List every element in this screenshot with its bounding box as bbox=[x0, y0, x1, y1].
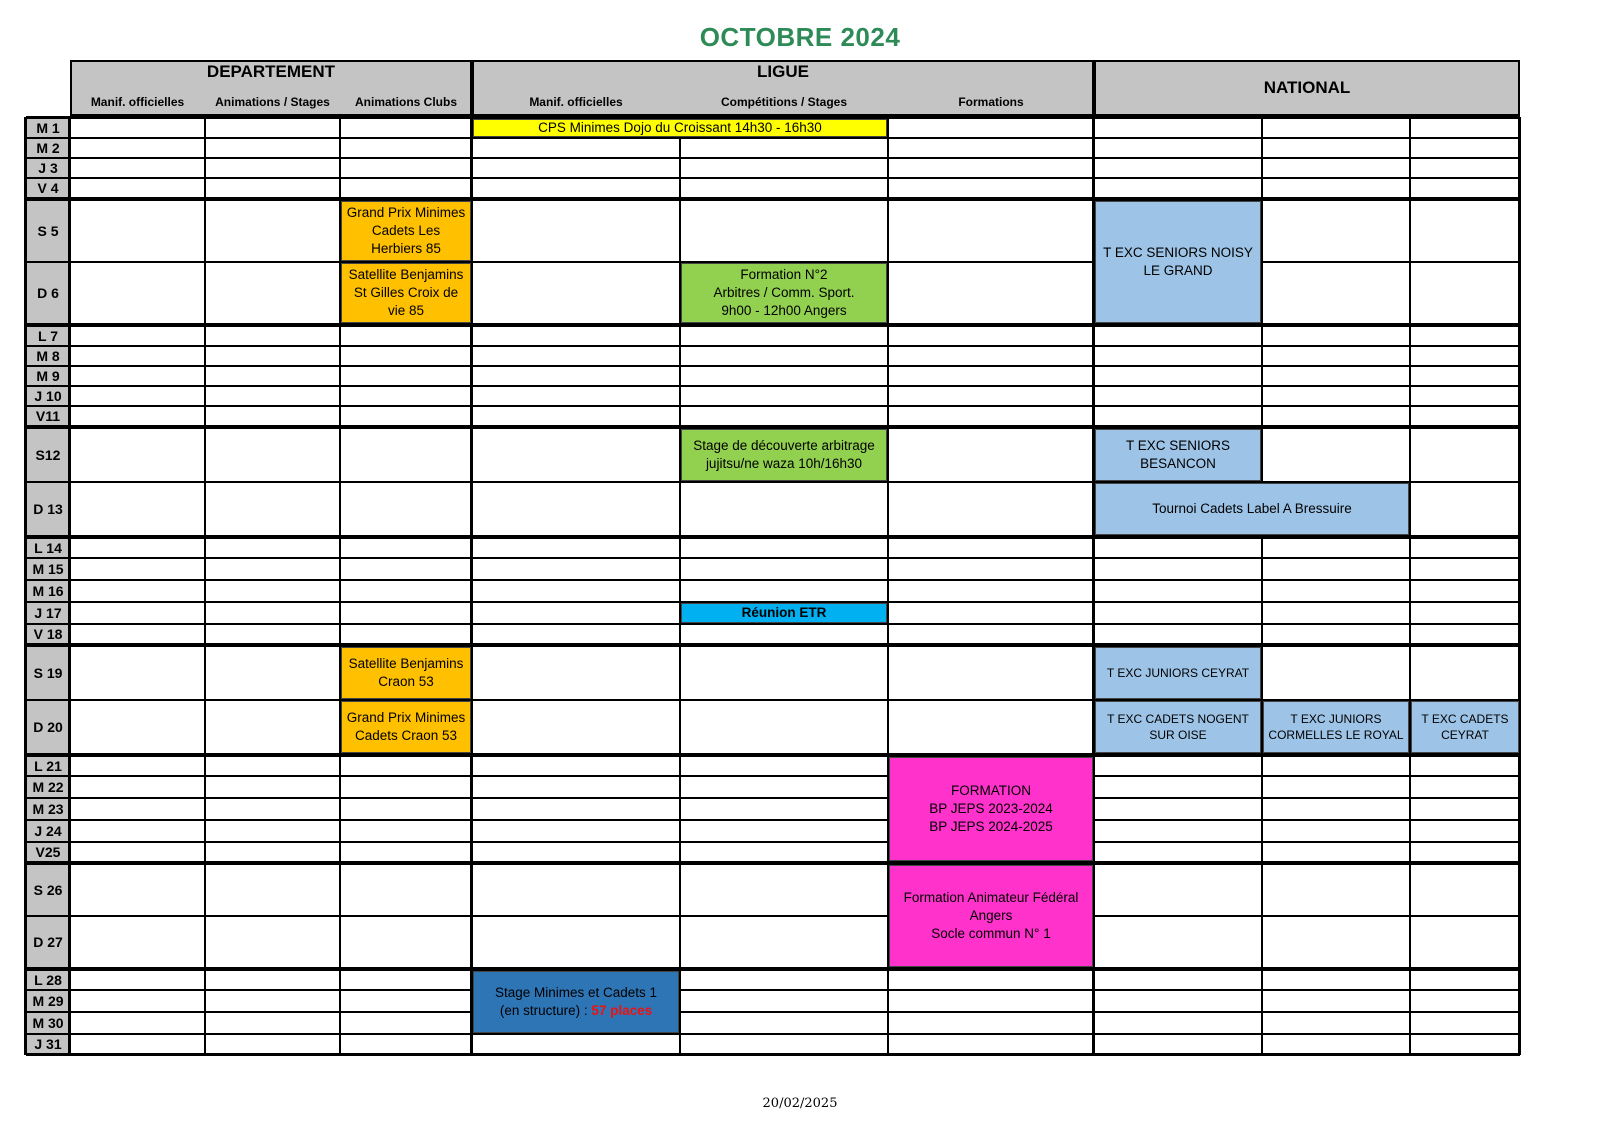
grid-col-line bbox=[204, 969, 206, 1055]
grid-row-line bbox=[26, 1011, 1520, 1013]
grid-col-line bbox=[339, 969, 341, 1055]
grid-col-line bbox=[204, 645, 206, 755]
day-label: M 22 bbox=[26, 776, 70, 798]
grid-row-line bbox=[26, 797, 1520, 799]
ligue-col-header: Formations bbox=[958, 95, 1024, 109]
day-label: S 5 bbox=[26, 200, 70, 262]
day-label: M 23 bbox=[26, 798, 70, 820]
grid-col-line bbox=[470, 537, 473, 645]
grid-col-line bbox=[24, 199, 27, 325]
grid-row-line bbox=[26, 365, 1520, 367]
grid-row-line bbox=[26, 623, 1520, 625]
grid-row-line bbox=[26, 199, 1520, 201]
event-formation-bpjeps: FORMATION BP JEPS 2023-2024 BP JEPS 2024-2025 bbox=[889, 757, 1093, 861]
grid-col-line bbox=[24, 537, 27, 645]
grid-row-line bbox=[26, 557, 1520, 559]
day-label: V 4 bbox=[26, 178, 70, 198]
grid-col-line bbox=[339, 537, 341, 645]
grid-col-line bbox=[1518, 325, 1521, 427]
grid-col-line bbox=[887, 537, 889, 645]
grid-col-line bbox=[1409, 969, 1411, 1055]
grid-col-line bbox=[1409, 537, 1411, 645]
grid-col-line bbox=[470, 325, 473, 427]
grid-row-line bbox=[26, 345, 1520, 347]
event-stage-minimes-cadets: Stage Minimes et Cadets 1 (en structure) : 57 places bbox=[473, 971, 679, 1033]
day-label: V25 bbox=[26, 842, 70, 862]
day-label: J 17 bbox=[26, 602, 70, 624]
footer-date: 20/02/2025 bbox=[762, 1096, 838, 1111]
grid-col-line bbox=[1261, 325, 1263, 427]
grid-row-line bbox=[26, 177, 1520, 179]
grid-col-line bbox=[1409, 199, 1411, 325]
grid-col-line bbox=[24, 117, 27, 199]
grid-col-line bbox=[1261, 537, 1263, 645]
grid-col-line bbox=[470, 427, 473, 537]
grid-col-line bbox=[204, 537, 206, 645]
departement-title: DEPARTEMENT bbox=[206, 62, 336, 81]
grid-col-line bbox=[887, 969, 889, 1055]
event-texc-noisy: T EXC SENIORS NOISY LE GRAND bbox=[1095, 201, 1261, 323]
grid-col-line bbox=[679, 537, 681, 645]
day-label: V 18 bbox=[26, 624, 70, 644]
event-reunion-etr: Réunion ETR bbox=[681, 603, 887, 623]
grid-col-line bbox=[1409, 863, 1411, 969]
grid-col-line bbox=[339, 755, 341, 863]
grid-col-line bbox=[204, 755, 206, 863]
day-label: L 14 bbox=[26, 538, 70, 558]
grid-col-line bbox=[68, 427, 71, 537]
grid-row-line bbox=[26, 157, 1520, 159]
grid-col-line bbox=[1261, 863, 1263, 969]
grid-row-line bbox=[26, 819, 1520, 821]
grid-col-line bbox=[1261, 755, 1263, 863]
day-label: D 6 bbox=[26, 262, 70, 324]
grid-row-line bbox=[26, 989, 1520, 991]
ligue-col-header: Manif. officielles bbox=[529, 95, 623, 109]
grid-col-line bbox=[339, 325, 341, 427]
grid-col-line bbox=[24, 863, 27, 969]
grid-col-line bbox=[1518, 117, 1521, 199]
day-label: D 13 bbox=[26, 482, 70, 536]
event-satellite-craon: Satellite Benjamins Craon 53 bbox=[341, 647, 471, 699]
day-label: S 19 bbox=[26, 646, 70, 700]
departement-col-header: Manif. officielles bbox=[90, 95, 185, 109]
day-label: J 3 bbox=[26, 158, 70, 178]
grid-row-line bbox=[26, 915, 1520, 917]
grid-row-line bbox=[26, 385, 1520, 387]
grid-col-line bbox=[68, 969, 71, 1055]
grid-col-line bbox=[470, 755, 473, 863]
ligue-title: LIGUE bbox=[757, 62, 809, 81]
grid-col-line bbox=[679, 863, 681, 969]
event-satellite-st-gilles: Satellite Benjamins St Gilles Croix de vie 85 bbox=[341, 263, 471, 323]
grid-col-line bbox=[679, 755, 681, 863]
day-label: M 15 bbox=[26, 558, 70, 580]
grid-col-line bbox=[68, 537, 71, 645]
event-cps-minimes: CPS Minimes Dojo du Croissant 14h30 - 16h30 bbox=[473, 119, 887, 137]
day-label: D 27 bbox=[26, 916, 70, 968]
departement-col-header: Animations Clubs bbox=[354, 95, 457, 109]
grid-col-line bbox=[339, 863, 341, 969]
grid-col-line bbox=[1518, 537, 1521, 645]
event-texc-besancon: T EXC SENIORS BESANCON bbox=[1095, 429, 1261, 481]
grid-col-line bbox=[68, 117, 71, 199]
grid-col-line bbox=[1518, 199, 1521, 325]
grid-col-line bbox=[204, 863, 206, 969]
event-formation-animateur: Formation Animateur Fédéral Angers Socle commun N° 1 bbox=[889, 865, 1093, 967]
day-label: J 24 bbox=[26, 820, 70, 842]
grid-col-line bbox=[24, 325, 27, 427]
grid-col-line bbox=[1518, 969, 1521, 1055]
day-label: L 28 bbox=[26, 970, 70, 990]
grid-col-line bbox=[204, 325, 206, 427]
grid-col-line bbox=[204, 427, 206, 537]
grid-row-line bbox=[26, 137, 1520, 139]
grid-col-line bbox=[24, 645, 27, 755]
day-label: V11 bbox=[26, 406, 70, 426]
grid-col-line bbox=[679, 969, 681, 1055]
day-label: L 21 bbox=[26, 756, 70, 776]
grid-row-line bbox=[26, 841, 1520, 843]
grid-col-line bbox=[1092, 117, 1095, 199]
event-gp-minimes-craon: Grand Prix Minimes Cadets Craon 53 bbox=[341, 701, 471, 753]
grid-row-line bbox=[26, 863, 1520, 865]
day-label: M 8 bbox=[26, 346, 70, 366]
grid-col-line bbox=[204, 199, 206, 325]
grid-col-line bbox=[24, 969, 27, 1055]
grid-col-line bbox=[1518, 427, 1521, 537]
grid-col-line bbox=[1409, 755, 1411, 863]
grid-row-line bbox=[26, 755, 1520, 757]
grid-col-line bbox=[1261, 117, 1263, 199]
grid-row-line bbox=[26, 579, 1520, 581]
departement-col-header: Animations / Stages bbox=[215, 95, 330, 109]
grid-col-line bbox=[68, 863, 71, 969]
places-count: 57 places bbox=[591, 1003, 653, 1018]
day-label: S 26 bbox=[26, 864, 70, 916]
event-texc-cadets-ceyrat: T EXC CADETS CEYRAT bbox=[1411, 701, 1519, 753]
grid-col-line bbox=[339, 427, 341, 537]
grid-row-line bbox=[26, 969, 1520, 971]
ligue-col-header: Compétitions / Stages bbox=[720, 95, 848, 109]
grid-row-line bbox=[26, 645, 1520, 647]
grid-col-line bbox=[68, 645, 71, 755]
grid-row-line bbox=[26, 325, 1520, 327]
day-label: M 1 bbox=[26, 118, 70, 138]
national-title: NATIONAL bbox=[1263, 78, 1351, 97]
event-gp-minimes-herbiers: Grand Prix Minimes Cadets Les Herbiers 85 bbox=[341, 201, 471, 261]
grid-row-line bbox=[26, 775, 1520, 777]
grid-col-line bbox=[1409, 117, 1411, 199]
grid-col-line bbox=[1409, 427, 1411, 537]
event-formation-n2: Formation N°2 Arbitres / Comm. Sport. 9h00 - 12h00 Angers bbox=[681, 263, 887, 323]
grid-col-line bbox=[68, 755, 71, 863]
grid-col-line bbox=[679, 645, 681, 755]
grid-top-line bbox=[26, 116, 1520, 118]
grid-col-line bbox=[1092, 325, 1095, 427]
day-label: M 29 bbox=[26, 990, 70, 1012]
event-texc-cadets-nogent: T EXC CADETS NOGENT SUR OISE bbox=[1095, 701, 1261, 753]
grid-col-line bbox=[68, 199, 71, 325]
day-label: L 7 bbox=[26, 326, 70, 346]
event-texc-juniors-ceyrat: T EXC JUNIORS CEYRAT bbox=[1095, 647, 1261, 699]
grid-group-line bbox=[26, 1053, 1520, 1056]
grid-col-line bbox=[887, 117, 889, 199]
grid-col-line bbox=[887, 427, 889, 537]
grid-col-line bbox=[1518, 755, 1521, 863]
day-label: J 10 bbox=[26, 386, 70, 406]
day-label: J 31 bbox=[26, 1034, 70, 1054]
day-label: D 20 bbox=[26, 700, 70, 754]
grid-col-line bbox=[887, 325, 889, 427]
grid-col-line bbox=[1092, 969, 1095, 1055]
day-label: M 16 bbox=[26, 580, 70, 602]
day-label: M 2 bbox=[26, 138, 70, 158]
grid-col-line bbox=[679, 325, 681, 427]
event-tournoi-bressuire: Tournoi Cadets Label A Bressuire bbox=[1095, 483, 1409, 535]
grid-row-line bbox=[26, 537, 1520, 539]
grid-col-line bbox=[1261, 969, 1263, 1055]
grid-col-line bbox=[339, 117, 341, 199]
grid-row-line bbox=[26, 1033, 1520, 1035]
day-label: S12 bbox=[26, 428, 70, 482]
event-stage-arbitrage: Stage de découverte arbitrage jujitsu/ne waza 10h/16h30 bbox=[681, 429, 887, 481]
day-label: M 30 bbox=[26, 1012, 70, 1034]
grid-col-line bbox=[887, 199, 889, 325]
grid-col-line bbox=[1518, 863, 1521, 969]
grid-col-line bbox=[204, 117, 206, 199]
day-label: M 9 bbox=[26, 366, 70, 386]
grid-row-line bbox=[26, 405, 1520, 407]
grid-col-line bbox=[1092, 537, 1095, 645]
grid-col-line bbox=[887, 645, 889, 755]
grid-col-line bbox=[470, 863, 473, 969]
grid-col-line bbox=[24, 755, 27, 863]
grid-col-line bbox=[68, 325, 71, 427]
grid-col-line bbox=[24, 427, 27, 537]
grid-col-line bbox=[1409, 325, 1411, 427]
grid-col-line bbox=[1261, 199, 1263, 325]
page-title: OCTOBRE 2024 bbox=[699, 22, 901, 52]
event-texc-juniors-cormelles: T EXC JUNIORS CORMELLES LE ROYAL bbox=[1263, 701, 1409, 753]
